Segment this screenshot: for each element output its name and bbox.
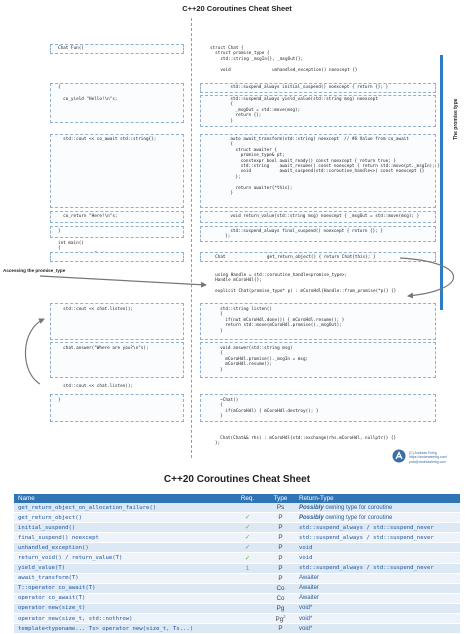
right-code-answer: void answer(std::string msg) { mCoroHdl.promise()._msgIn = msg; mCoroHdl.resume(); } [220,346,309,373]
left-code-main: int main() { [58,241,84,252]
header-type: Type [266,494,295,503]
cell-return-type [295,523,460,533]
cell-required [229,614,266,624]
cell-return-type [295,593,460,603]
cell-type [266,603,295,613]
table-row [14,593,460,603]
cell-type [266,624,295,634]
left-code-answer: chat.answer("Where are you?\n"s); [58,346,149,351]
right-code-await: auto await_transform(std::string) noexcept // #6 Value from co_await { struct awaiter { promise_type& pt; constexpr bool await_ready() const noexcept { return true; } std::string await_resume() const noexcept { return std::move(pt._msgIn); } void await_suspend(std::coroutine_handle<>) const noexcept {} }; return awaiter{*this}; } [230,137,440,197]
header-req: Req. [229,494,266,503]
left-code-listen-2: std::cout << chat.listen(); [58,384,134,389]
right-code-final: std::suspend_always final_suspend() noexcept { return {}; } }; [225,229,383,240]
cell-return-type [295,503,460,513]
cell-name: await_transform(T) [14,573,229,583]
top-title: C++20 Coroutines Cheat Sheet [182,4,292,13]
right-code-get-return: Chat get_return_object() { return Chat{this}; } [210,255,376,260]
table-row [14,503,460,513]
cell-type-value: P [278,574,283,582]
table-row [14,523,460,533]
cell-required [229,583,266,593]
cell-return-type [295,543,460,553]
left-code-6: } [58,229,61,234]
cell-name: template<typename... Ts> operator new(size_t, Ts...) [14,624,229,634]
table-title: C++20 Coroutines Cheat Sheet [163,474,311,485]
cell-return-type [295,603,460,613]
header-return-type: Return-Type [295,494,460,503]
return-type-text: void [299,544,313,551]
cell-name: initial_suspend() [14,523,229,533]
table-row [14,553,460,563]
return-type-text: owning type for coroutine [323,514,393,521]
return-type-text: Awaiter [299,575,319,582]
cell-name: operator new(size_t) [14,603,229,613]
cell-return-type [295,624,460,634]
cell-type [266,583,295,593]
left-code-3: co_yield "Hello!\n"s; [58,97,118,102]
return-type-text: std::suspend_always / std::suspend_never [299,565,434,572]
return-type-text: void* [299,625,313,632]
reference-table [14,494,460,634]
return-type-emphasis: Possibly [299,514,324,521]
cell-name: get_return_object() [14,513,229,523]
cell-type [266,614,295,624]
cell-name: yield_value(T) [14,563,229,573]
cell-return-type [295,553,460,563]
cell-type-value: P [278,524,283,532]
left-code-listen: std::cout << chat.listen(); [58,307,134,312]
cell-type-value: Pg [275,616,284,624]
return-type-text: Awaiter [299,585,319,592]
table-row [14,583,460,593]
cell-required [229,503,266,513]
cell-type [266,503,295,513]
table-row [14,543,460,553]
table-row [14,513,460,523]
cell-type [266,553,295,563]
cell-type [266,563,295,573]
cell-required: ✓ [229,513,266,523]
cell-type-value: P [278,514,283,522]
table-header-row [14,494,460,503]
cell-name: unhandled_exception() [14,543,229,553]
cell-return-type [295,563,460,573]
cell-type [266,533,295,543]
cell-return-type [295,573,460,583]
cell-type-value: P [278,534,283,542]
cell-required [229,573,266,583]
cell-name: return_void() / return_value(T) [14,553,229,563]
cell-required [229,593,266,603]
cell-required: ✓ [229,553,266,563]
return-type-text: void [299,555,313,562]
cell-type-value: Co [276,594,285,602]
cell-name: get_return_object_on_allocation_failure() [14,503,229,513]
cell-name: operator co_await(T) [14,593,229,603]
cell-type-value: P [278,554,283,562]
cell-name: final_suspend() noexcept [14,533,229,543]
left-code-close: } [58,398,61,403]
return-type-text: void* [299,605,313,612]
cell-type-value: P [278,544,283,552]
cell-name: T::operator co_await(T) [14,583,229,593]
cell-type-value: P [278,625,283,633]
cell-required: ✓ [229,523,266,533]
cell-type [266,573,295,583]
cell-return-type [295,513,460,523]
cell-return-type [295,533,460,543]
cell-type-value: Pg [276,604,285,612]
right-code-listen: std::string listen() { if(not mCoroHdl.done()) { mCoroHdl.resume(); } return std::move(mCoroHdl.promise()._msgOut); } [220,307,345,334]
right-code-initial: std::suspend_always initial_suspend() noexcept { return {}; } [220,85,389,90]
right-code-handle: using Handle = std::coroutine_handle<promise_type>; Handle mCoroHdl{}; explicit Chat(promise_type* p) : mCoroHdl{Handle::from_promise(*p)} {} [215,273,397,295]
cell-required [229,624,266,634]
author-logo-text: (C) Andreas Fertig https://andreasfertig.com/ post@andreasfertig.com [409,451,448,464]
table-row [14,624,460,634]
left-code-5: co_return "Here!\n"s; [58,214,118,219]
return-type-text: Awaiter [299,595,319,602]
header-name: Name [14,494,229,503]
return-type-text: std::suspend_always / std::suspend_never [299,524,434,531]
accessing-label: Accessing the promise_type [3,268,66,273]
table-row [14,573,460,583]
cell-required: 1 [229,563,266,573]
return-type-text: owning type for coroutine [323,504,393,511]
table-row [14,533,460,543]
return-type-text: void* [299,615,313,622]
right-code-return: void return_value(std::string msg) noexcept { _msgOut = std::move(msg); } [220,214,420,219]
cell-name: operator new(size_t, std::nothrow) [14,614,229,624]
left-code-2: { [58,85,61,90]
left-code-1: Chat Fun() [58,46,84,51]
promise-type-label: The promise type [453,98,459,140]
cell-return-type [295,614,460,624]
return-type-text: std::suspend_always / std::suspend_never [299,534,434,541]
right-code-dtor: ~Chat() { if(mCoroHdl) { mCoroHdl.destroy(); } } [220,398,319,420]
table-body [14,503,460,634]
return-type-emphasis: Possibly [299,504,324,511]
cell-type [266,593,295,603]
cell-required: ✓ [229,533,266,543]
right-code-yield: std::suspend_always yield_value(std::string msg) noexcept { _msgOut = std::move(msg); return {}; } [230,97,378,124]
cell-required: ✓ [229,543,266,553]
right-code-move-ctor: Chat(Chat&& rhs) : mCoroHdl{std::exchange(rhs.mCoroHdl, nullptr)} {} }; [215,436,397,447]
cell-type-value: P [278,564,283,572]
cell-type-value: Co [276,584,285,592]
cell-return-type [295,583,460,593]
table-row [14,614,460,624]
cell-type [266,523,295,533]
table-row [14,563,460,573]
cell-type [266,513,295,523]
cell-type-value: Ps [276,504,285,512]
author-logo-icon [392,449,406,463]
cell-type [266,543,295,553]
left-code-4: std::cout << co_await std::string{}; [58,137,157,142]
table-row [14,603,460,613]
cell-required [229,603,266,613]
cell-type-footnote: 2 [283,614,286,620]
right-code-struct: struct Chat { struct promise_type { std::string _msgIn{}, _msgOut{}; void unhandled_exception() noexcept {} [210,46,358,73]
